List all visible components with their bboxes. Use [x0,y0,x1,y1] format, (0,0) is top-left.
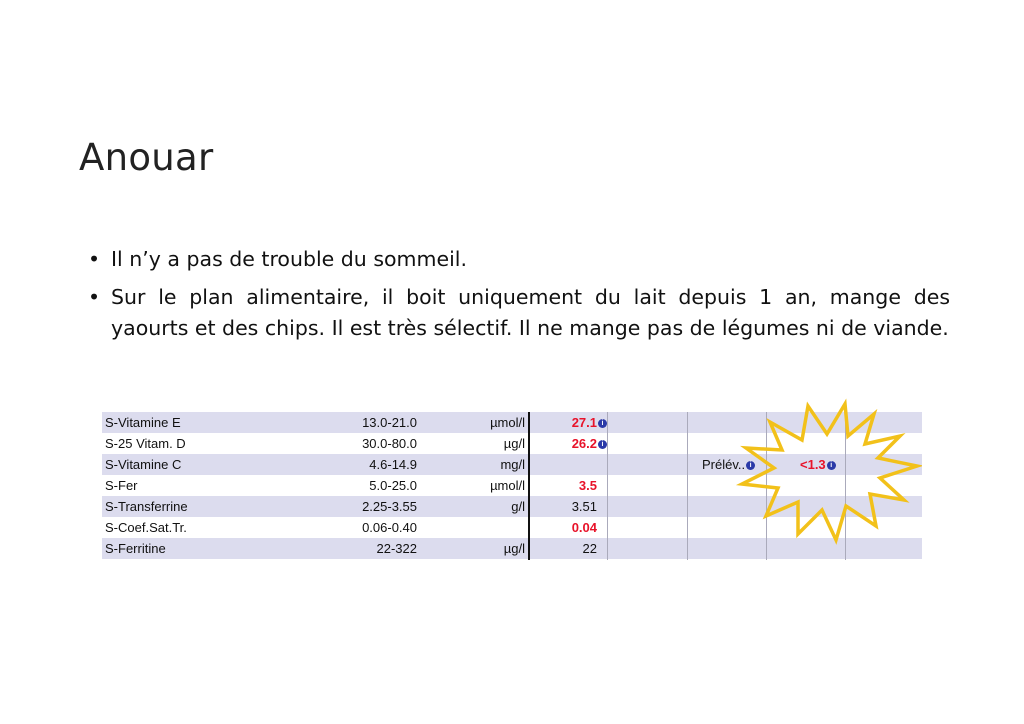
result-value-text: 0.04 [571,520,597,535]
sample-note-text: Prélév.. [702,457,746,472]
result-value [572,436,607,451]
column-divider [687,412,688,560]
bullet-text: Sur le plan alimentaire, il boit uniquement du lait depuis 1 an, mange des yaourts et des chips. Il est très sélectif. Il ne mange pas de légumes ni de viande. [111,285,950,340]
result-value-text: 27.1 [571,415,597,430]
test-name: S-Ferritine [105,541,166,556]
bullet-dot-icon: • [88,247,101,271]
unit: µg/l [503,541,525,556]
bullet-list [88,244,950,351]
unit: g/l [511,499,525,514]
unit: µmol/l [490,415,525,430]
unit: µmol/l [490,478,525,493]
column-divider [607,412,608,560]
unit: µg/l [503,436,525,451]
info-icon[interactable]: i [598,440,607,449]
info-icon[interactable]: i [598,419,607,428]
bullet-item [88,282,950,344]
slide-title: Anouar [79,136,214,179]
test-name: S-25 Vitam. D [105,436,186,451]
reference-range: 13.0-21.0 [362,415,417,430]
result-value [583,541,597,556]
bullet-item [88,244,950,275]
test-name: S-Vitamine C [105,457,182,472]
test-name: S-Fer [105,478,138,493]
test-name: S-Coef.Sat.Tr. [105,520,187,535]
info-icon[interactable]: i [827,461,836,470]
reference-range: 5.0-25.0 [369,478,417,493]
followup-result-text: <1.3 [800,457,826,472]
result-value [572,415,607,430]
bullet-text: Il n’y a pas de trouble du sommeil. [111,247,467,271]
starburst-highlight-icon [732,396,922,548]
result-value [572,520,597,535]
reference-range: 22-322 [376,541,417,556]
bullet-dot-icon: • [88,285,101,309]
reference-range: 4.6-14.9 [369,457,417,472]
column-divider [528,412,530,560]
reference-range: 0.06-0.40 [362,520,417,535]
test-name: S-Transferrine [105,499,188,514]
result-value-text: 3.5 [578,478,597,493]
result-value [579,478,597,493]
result-value-text: 3.51 [571,499,597,514]
reference-range: 2.25-3.55 [362,499,417,514]
reference-range: 30.0-80.0 [362,436,417,451]
unit: mg/l [500,457,525,472]
result-value-text: 22 [582,541,597,556]
result-value-text: 26.2 [571,436,597,451]
result-value [572,499,597,514]
info-icon[interactable]: i [746,461,755,470]
test-name: S-Vitamine E [105,415,181,430]
